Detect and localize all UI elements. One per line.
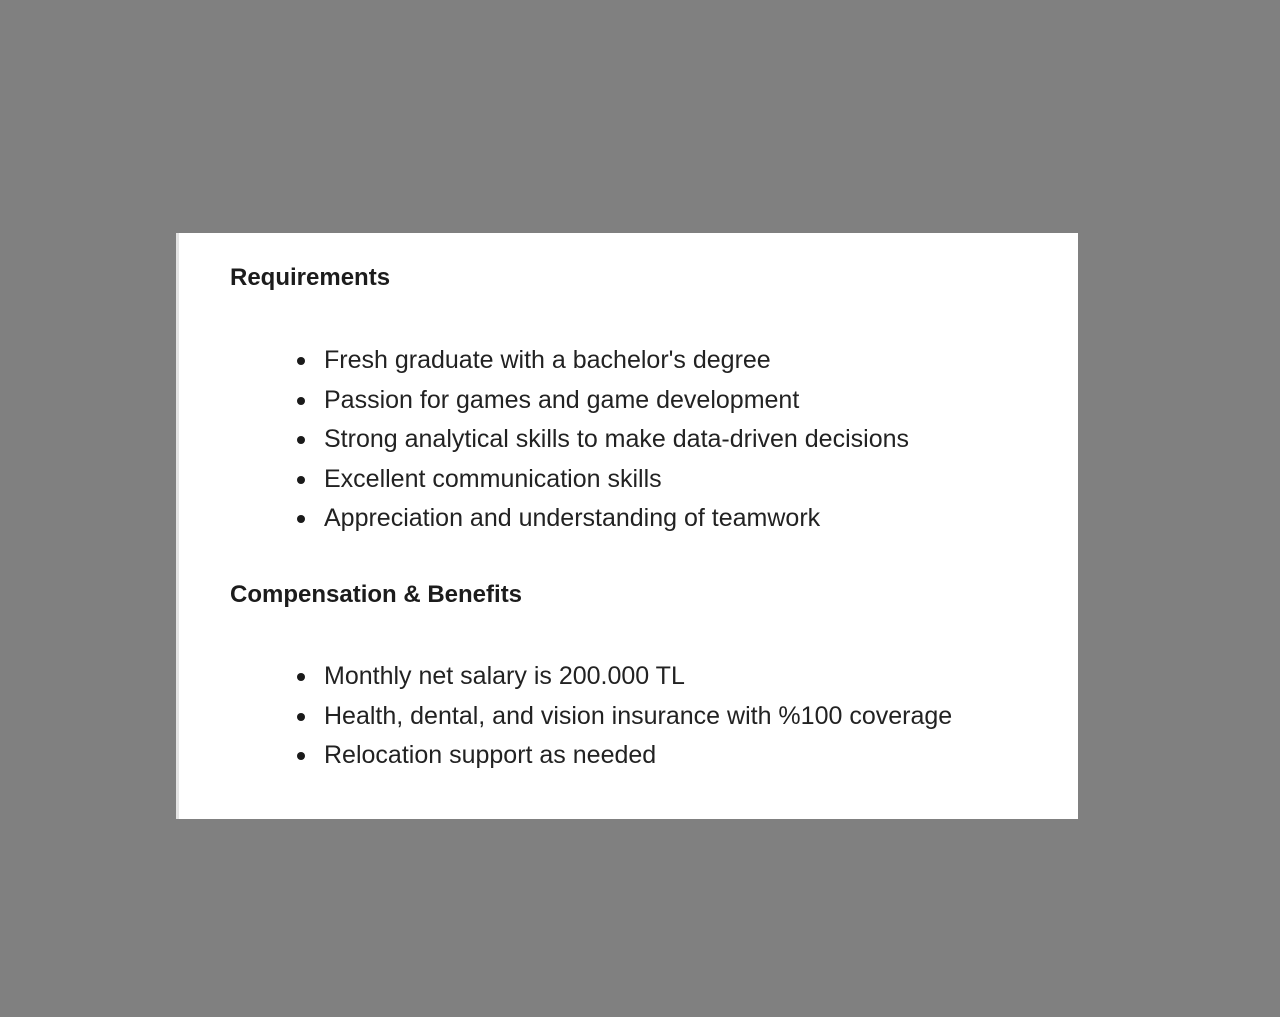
list-item-text: Appreciation and understanding of teamwork	[324, 504, 821, 533]
requirements-heading: Requirements	[230, 264, 391, 291]
list-item	[294, 341, 909, 381]
list-item-text: Strong analytical skills to make data-driven decisions	[324, 425, 909, 454]
list-item-text: Fresh graduate with a bachelor's degree	[324, 346, 771, 374]
bullet-icon	[297, 397, 305, 405]
bullet-icon	[297, 357, 305, 365]
list-item	[294, 460, 909, 500]
bullet-icon	[297, 436, 305, 444]
list-item	[294, 657, 952, 697]
requirements-list	[294, 341, 909, 539]
list-item-text: Health, dental, and vision insurance with %100 coverage	[324, 701, 953, 730]
bullet-icon	[297, 476, 305, 484]
list-item	[294, 697, 952, 737]
list-item	[294, 420, 909, 460]
bullet-icon	[297, 752, 305, 760]
list-item-text: Excellent communication skills	[324, 464, 662, 493]
list-item-text: Passion for games and game development	[324, 385, 800, 414]
bullet-icon	[297, 515, 305, 523]
list-item-text: Monthly net salary is 200.000 TL	[324, 662, 685, 690]
bullet-icon	[297, 673, 305, 681]
job-posting-card	[176, 233, 1078, 819]
benefits-list	[294, 657, 952, 776]
card-left-edge	[176, 233, 179, 819]
bullet-icon	[297, 713, 305, 721]
compensation-benefits-heading: Compensation & Benefits	[230, 581, 523, 608]
list-item-text: Relocation support as needed	[324, 741, 657, 770]
list-item	[294, 381, 909, 421]
list-item	[294, 499, 909, 539]
list-item	[294, 736, 952, 776]
